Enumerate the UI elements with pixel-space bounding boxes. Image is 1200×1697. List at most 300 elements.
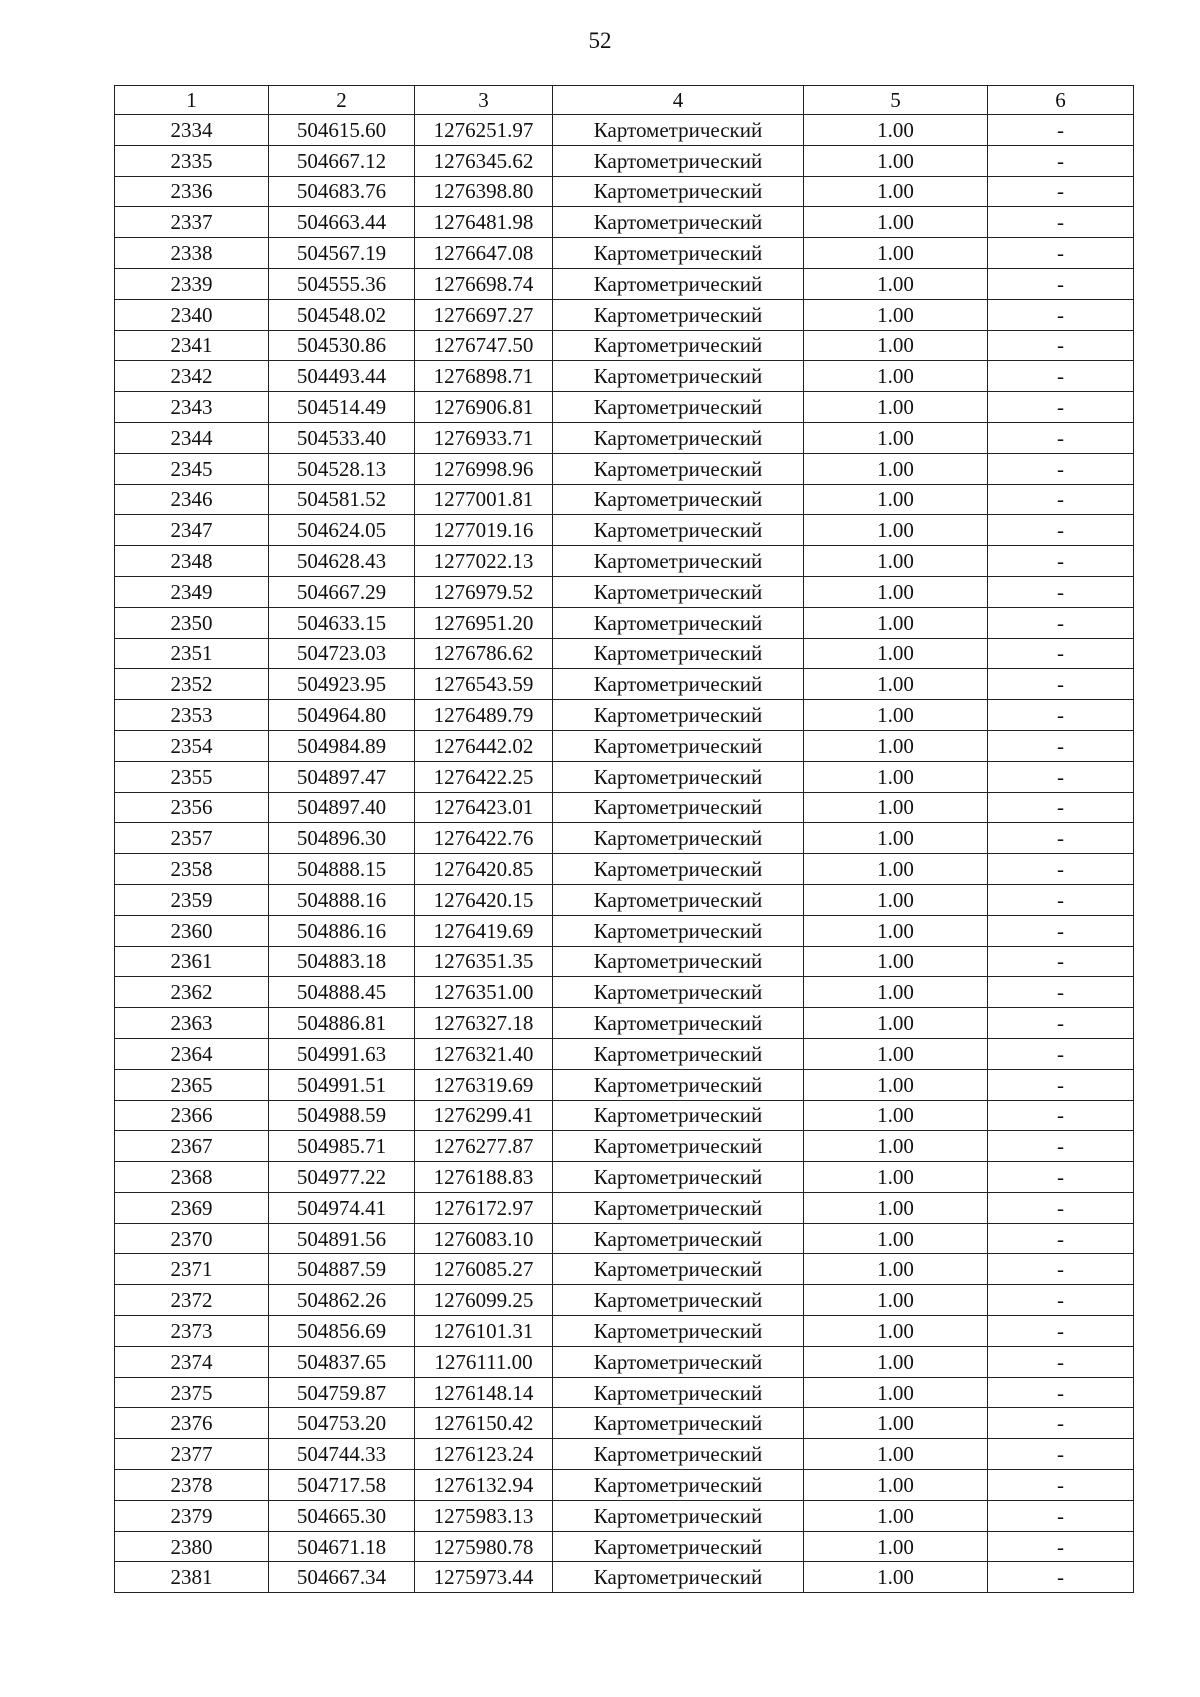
- table-row: [115, 700, 1134, 731]
- x-coordinate-cell: 504759.87: [269, 1377, 415, 1408]
- table-row: [115, 238, 1134, 269]
- method-cell: Картометрический: [553, 669, 804, 700]
- x-coordinate-cell: 504667.34: [269, 1562, 415, 1593]
- x-coordinate-cell: 504988.59: [269, 1100, 415, 1131]
- accuracy-cell: 1.00: [804, 299, 988, 330]
- method-cell: Картометрический: [553, 1346, 804, 1377]
- method-cell: Картометрический: [553, 1439, 804, 1470]
- y-coordinate-cell: 1276398.80: [415, 176, 553, 207]
- accuracy-cell: 1.00: [804, 1069, 988, 1100]
- accuracy-cell: 1.00: [804, 145, 988, 176]
- table-row: [115, 823, 1134, 854]
- point-number-cell: 2375: [115, 1377, 269, 1408]
- y-coordinate-cell: 1276420.85: [415, 854, 553, 885]
- method-cell: Картометрический: [553, 484, 804, 515]
- y-coordinate-cell: 1276299.41: [415, 1100, 553, 1131]
- point-number-cell: 2374: [115, 1346, 269, 1377]
- point-number-cell: 2381: [115, 1562, 269, 1593]
- point-number-cell: 2363: [115, 1008, 269, 1039]
- accuracy-cell: 1.00: [804, 1192, 988, 1223]
- x-coordinate-cell: 504856.69: [269, 1316, 415, 1347]
- note-cell: -: [988, 1408, 1134, 1439]
- note-cell: -: [988, 854, 1134, 885]
- table-row: [115, 1008, 1134, 1039]
- method-cell: Картометрический: [553, 730, 804, 761]
- accuracy-cell: 1.00: [804, 453, 988, 484]
- y-coordinate-cell: 1276101.31: [415, 1316, 553, 1347]
- note-cell: -: [988, 1162, 1134, 1193]
- note-cell: -: [988, 915, 1134, 946]
- point-number-cell: 2348: [115, 546, 269, 577]
- table-row: [115, 1439, 1134, 1470]
- x-coordinate-cell: 504897.47: [269, 761, 415, 792]
- x-coordinate-cell: 504883.18: [269, 946, 415, 977]
- coordinates-table: [114, 85, 1134, 1593]
- method-cell: Картометрический: [553, 1100, 804, 1131]
- y-coordinate-cell: 1276085.27: [415, 1254, 553, 1285]
- point-number-cell: 2345: [115, 453, 269, 484]
- accuracy-cell: 1.00: [804, 1131, 988, 1162]
- accuracy-cell: 1.00: [804, 1223, 988, 1254]
- method-cell: Картометрический: [553, 1131, 804, 1162]
- point-number-cell: 2359: [115, 884, 269, 915]
- point-number-cell: 2336: [115, 176, 269, 207]
- y-coordinate-cell: 1276188.83: [415, 1162, 553, 1193]
- x-coordinate-cell: 504493.44: [269, 361, 415, 392]
- y-coordinate-cell: 1276319.69: [415, 1069, 553, 1100]
- method-cell: Картометрический: [553, 299, 804, 330]
- accuracy-cell: 1.00: [804, 792, 988, 823]
- table-row: [115, 1408, 1134, 1439]
- note-cell: -: [988, 484, 1134, 515]
- x-coordinate-cell: 504888.15: [269, 854, 415, 885]
- x-coordinate-cell: 504665.30: [269, 1500, 415, 1531]
- accuracy-cell: 1.00: [804, 854, 988, 885]
- note-cell: -: [988, 1285, 1134, 1316]
- y-coordinate-cell: 1276697.27: [415, 299, 553, 330]
- y-coordinate-cell: 1276422.25: [415, 761, 553, 792]
- note-cell: -: [988, 207, 1134, 238]
- y-coordinate-cell: 1276111.00: [415, 1346, 553, 1377]
- method-cell: Картометрический: [553, 638, 804, 669]
- table-row: [115, 361, 1134, 392]
- method-cell: Картометрический: [553, 1254, 804, 1285]
- table-row: [115, 176, 1134, 207]
- accuracy-cell: 1.00: [804, 1377, 988, 1408]
- method-cell: Картометрический: [553, 546, 804, 577]
- x-coordinate-cell: 504667.12: [269, 145, 415, 176]
- point-number-cell: 2346: [115, 484, 269, 515]
- column-header: 5: [804, 86, 988, 115]
- note-cell: -: [988, 946, 1134, 977]
- x-coordinate-cell: 504717.58: [269, 1470, 415, 1501]
- x-coordinate-cell: 504581.52: [269, 484, 415, 515]
- table-row: [115, 915, 1134, 946]
- x-coordinate-cell: 504862.26: [269, 1285, 415, 1316]
- point-number-cell: 2365: [115, 1069, 269, 1100]
- accuracy-cell: 1.00: [804, 1162, 988, 1193]
- note-cell: -: [988, 453, 1134, 484]
- page-number: 52: [588, 28, 612, 53]
- x-coordinate-cell: 504891.56: [269, 1223, 415, 1254]
- point-number-cell: 2349: [115, 576, 269, 607]
- y-coordinate-cell: 1276998.96: [415, 453, 553, 484]
- note-cell: -: [988, 761, 1134, 792]
- note-cell: -: [988, 1223, 1134, 1254]
- point-number-cell: 2341: [115, 330, 269, 361]
- x-coordinate-cell: 504667.29: [269, 576, 415, 607]
- accuracy-cell: 1.00: [804, 1285, 988, 1316]
- accuracy-cell: 1.00: [804, 207, 988, 238]
- point-number-cell: 2335: [115, 145, 269, 176]
- table-row: [115, 268, 1134, 299]
- table-row: [115, 1285, 1134, 1316]
- method-cell: Картометрический: [553, 761, 804, 792]
- note-cell: -: [988, 700, 1134, 731]
- method-cell: Картометрический: [553, 1069, 804, 1100]
- x-coordinate-cell: 504548.02: [269, 299, 415, 330]
- x-coordinate-cell: 504977.22: [269, 1162, 415, 1193]
- note-cell: -: [988, 730, 1134, 761]
- method-cell: Картометрический: [553, 884, 804, 915]
- point-number-cell: 2343: [115, 392, 269, 423]
- method-cell: Картометрический: [553, 823, 804, 854]
- table-row: [115, 1162, 1134, 1193]
- x-coordinate-cell: 504886.16: [269, 915, 415, 946]
- note-cell: -: [988, 669, 1134, 700]
- point-number-cell: 2337: [115, 207, 269, 238]
- column-header: 4: [553, 86, 804, 115]
- y-coordinate-cell: 1276906.81: [415, 392, 553, 423]
- method-cell: Картометрический: [553, 422, 804, 453]
- y-coordinate-cell: 1276083.10: [415, 1223, 553, 1254]
- y-coordinate-cell: 1276327.18: [415, 1008, 553, 1039]
- point-number-cell: 2340: [115, 299, 269, 330]
- method-cell: Картометрический: [553, 1285, 804, 1316]
- method-cell: Картометрический: [553, 268, 804, 299]
- point-number-cell: 2379: [115, 1500, 269, 1531]
- method-cell: Картометрический: [553, 1038, 804, 1069]
- accuracy-cell: 1.00: [804, 515, 988, 546]
- note-cell: -: [988, 515, 1134, 546]
- y-coordinate-cell: 1275973.44: [415, 1562, 553, 1593]
- table-header-row: [115, 86, 1134, 115]
- accuracy-cell: 1.00: [804, 115, 988, 146]
- table-row: [115, 1346, 1134, 1377]
- point-number-cell: 2344: [115, 422, 269, 453]
- method-cell: Картометрический: [553, 392, 804, 423]
- y-coordinate-cell: 1276132.94: [415, 1470, 553, 1501]
- x-coordinate-cell: 504964.80: [269, 700, 415, 731]
- method-cell: Картометрический: [553, 453, 804, 484]
- method-cell: Картометрический: [553, 854, 804, 885]
- method-cell: Картометрический: [553, 176, 804, 207]
- y-coordinate-cell: 1277019.16: [415, 515, 553, 546]
- accuracy-cell: 1.00: [804, 761, 988, 792]
- y-coordinate-cell: 1276148.14: [415, 1377, 553, 1408]
- x-coordinate-cell: 504888.16: [269, 884, 415, 915]
- x-coordinate-cell: 504555.36: [269, 268, 415, 299]
- note-cell: -: [988, 1192, 1134, 1223]
- accuracy-cell: 1.00: [804, 1316, 988, 1347]
- table-row: [115, 422, 1134, 453]
- table-row: [115, 607, 1134, 638]
- y-coordinate-cell: 1276698.74: [415, 268, 553, 299]
- point-number-cell: 2366: [115, 1100, 269, 1131]
- column-header: 6: [988, 86, 1134, 115]
- method-cell: Картометрический: [553, 1470, 804, 1501]
- y-coordinate-cell: 1276442.02: [415, 730, 553, 761]
- point-number-cell: 2355: [115, 761, 269, 792]
- point-number-cell: 2371: [115, 1254, 269, 1285]
- x-coordinate-cell: 504984.89: [269, 730, 415, 761]
- x-coordinate-cell: 504723.03: [269, 638, 415, 669]
- x-coordinate-cell: 504744.33: [269, 1439, 415, 1470]
- y-coordinate-cell: 1276898.71: [415, 361, 553, 392]
- note-cell: -: [988, 1439, 1134, 1470]
- y-coordinate-cell: 1276933.71: [415, 422, 553, 453]
- method-cell: Картометрический: [553, 238, 804, 269]
- y-coordinate-cell: 1276123.24: [415, 1439, 553, 1470]
- point-number-cell: 2368: [115, 1162, 269, 1193]
- point-number-cell: 2358: [115, 854, 269, 885]
- point-number-cell: 2373: [115, 1316, 269, 1347]
- accuracy-cell: 1.00: [804, 607, 988, 638]
- y-coordinate-cell: 1276979.52: [415, 576, 553, 607]
- y-coordinate-cell: 1276747.50: [415, 330, 553, 361]
- table-row: [115, 1316, 1134, 1347]
- note-cell: -: [988, 1562, 1134, 1593]
- table-row: [115, 299, 1134, 330]
- note-cell: -: [988, 1038, 1134, 1069]
- table-row: [115, 1069, 1134, 1100]
- method-cell: Картометрический: [553, 145, 804, 176]
- note-cell: -: [988, 145, 1134, 176]
- accuracy-cell: 1.00: [804, 1008, 988, 1039]
- method-cell: Картометрический: [553, 115, 804, 146]
- x-coordinate-cell: 504896.30: [269, 823, 415, 854]
- x-coordinate-cell: 504887.59: [269, 1254, 415, 1285]
- point-number-cell: 2353: [115, 700, 269, 731]
- x-coordinate-cell: 504888.45: [269, 977, 415, 1008]
- x-coordinate-cell: 504991.51: [269, 1069, 415, 1100]
- note-cell: -: [988, 1500, 1134, 1531]
- method-cell: Картометрический: [553, 1408, 804, 1439]
- point-number-cell: 2362: [115, 977, 269, 1008]
- table-row: [115, 761, 1134, 792]
- y-coordinate-cell: 1276345.62: [415, 145, 553, 176]
- accuracy-cell: 1.00: [804, 730, 988, 761]
- accuracy-cell: 1.00: [804, 1562, 988, 1593]
- y-coordinate-cell: 1276419.69: [415, 915, 553, 946]
- method-cell: Картометрический: [553, 792, 804, 823]
- x-coordinate-cell: 504514.49: [269, 392, 415, 423]
- method-cell: Картометрический: [553, 1192, 804, 1223]
- point-number-cell: 2338: [115, 238, 269, 269]
- point-number-cell: 2364: [115, 1038, 269, 1069]
- y-coordinate-cell: 1276099.25: [415, 1285, 553, 1316]
- x-coordinate-cell: 504567.19: [269, 238, 415, 269]
- table-row: [115, 115, 1134, 146]
- method-cell: Картометрический: [553, 1316, 804, 1347]
- point-number-cell: 2354: [115, 730, 269, 761]
- point-number-cell: 2370: [115, 1223, 269, 1254]
- table-row: [115, 1531, 1134, 1562]
- table-row: [115, 854, 1134, 885]
- point-number-cell: 2350: [115, 607, 269, 638]
- y-coordinate-cell: 1276351.35: [415, 946, 553, 977]
- accuracy-cell: 1.00: [804, 546, 988, 577]
- x-coordinate-cell: 504633.15: [269, 607, 415, 638]
- accuracy-cell: 1.00: [804, 946, 988, 977]
- note-cell: -: [988, 1346, 1134, 1377]
- note-cell: -: [988, 1470, 1134, 1501]
- method-cell: Картометрический: [553, 946, 804, 977]
- accuracy-cell: 1.00: [804, 576, 988, 607]
- x-coordinate-cell: 504923.95: [269, 669, 415, 700]
- note-cell: -: [988, 576, 1134, 607]
- method-cell: Картометрический: [553, 515, 804, 546]
- note-cell: -: [988, 330, 1134, 361]
- method-cell: Картометрический: [553, 576, 804, 607]
- note-cell: -: [988, 422, 1134, 453]
- table-row: [115, 576, 1134, 607]
- y-coordinate-cell: 1276172.97: [415, 1192, 553, 1223]
- table-row: [115, 946, 1134, 977]
- y-coordinate-cell: 1276786.62: [415, 638, 553, 669]
- x-coordinate-cell: 504624.05: [269, 515, 415, 546]
- point-number-cell: 2369: [115, 1192, 269, 1223]
- table-row: [115, 546, 1134, 577]
- table-row: [115, 1038, 1134, 1069]
- table-row: [115, 453, 1134, 484]
- accuracy-cell: 1.00: [804, 700, 988, 731]
- note-cell: -: [988, 977, 1134, 1008]
- accuracy-cell: 1.00: [804, 915, 988, 946]
- table-row: [115, 977, 1134, 1008]
- x-coordinate-cell: 504615.60: [269, 115, 415, 146]
- note-cell: -: [988, 361, 1134, 392]
- y-coordinate-cell: 1276351.00: [415, 977, 553, 1008]
- point-number-cell: 2360: [115, 915, 269, 946]
- table-row: [115, 1223, 1134, 1254]
- table-row: [115, 1192, 1134, 1223]
- method-cell: Картометрический: [553, 207, 804, 238]
- table-row: [115, 1131, 1134, 1162]
- point-number-cell: 2339: [115, 268, 269, 299]
- accuracy-cell: 1.00: [804, 1100, 988, 1131]
- accuracy-cell: 1.00: [804, 1346, 988, 1377]
- accuracy-cell: 1.00: [804, 330, 988, 361]
- note-cell: -: [988, 115, 1134, 146]
- y-coordinate-cell: 1276481.98: [415, 207, 553, 238]
- method-cell: Картометрический: [553, 915, 804, 946]
- method-cell: Картометрический: [553, 1531, 804, 1562]
- method-cell: Картометрический: [553, 1162, 804, 1193]
- accuracy-cell: 1.00: [804, 1254, 988, 1285]
- table-row: [115, 515, 1134, 546]
- x-coordinate-cell: 504753.20: [269, 1408, 415, 1439]
- x-coordinate-cell: 504683.76: [269, 176, 415, 207]
- x-coordinate-cell: 504628.43: [269, 546, 415, 577]
- point-number-cell: 2342: [115, 361, 269, 392]
- table-row: [115, 1470, 1134, 1501]
- method-cell: Картометрический: [553, 1377, 804, 1408]
- x-coordinate-cell: 504985.71: [269, 1131, 415, 1162]
- point-number-cell: 2347: [115, 515, 269, 546]
- point-number-cell: 2352: [115, 669, 269, 700]
- table-row: [115, 792, 1134, 823]
- table-row: [115, 669, 1134, 700]
- accuracy-cell: 1.00: [804, 238, 988, 269]
- note-cell: -: [988, 1100, 1134, 1131]
- y-coordinate-cell: 1276647.08: [415, 238, 553, 269]
- method-cell: Картометрический: [553, 1008, 804, 1039]
- note-cell: -: [988, 884, 1134, 915]
- y-coordinate-cell: 1276251.97: [415, 115, 553, 146]
- note-cell: -: [988, 299, 1134, 330]
- table-row: [115, 1500, 1134, 1531]
- accuracy-cell: 1.00: [804, 392, 988, 423]
- table-row: [115, 884, 1134, 915]
- column-header: 3: [415, 86, 553, 115]
- note-cell: -: [988, 1531, 1134, 1562]
- accuracy-cell: 1.00: [804, 1038, 988, 1069]
- method-cell: Картометрический: [553, 977, 804, 1008]
- y-coordinate-cell: 1276543.59: [415, 669, 553, 700]
- note-cell: -: [988, 268, 1134, 299]
- point-number-cell: 2334: [115, 115, 269, 146]
- point-number-cell: 2351: [115, 638, 269, 669]
- accuracy-cell: 1.00: [804, 1408, 988, 1439]
- accuracy-cell: 1.00: [804, 422, 988, 453]
- accuracy-cell: 1.00: [804, 1470, 988, 1501]
- table-row: [115, 484, 1134, 515]
- point-number-cell: 2378: [115, 1470, 269, 1501]
- point-number-cell: 2361: [115, 946, 269, 977]
- table-row: [115, 1100, 1134, 1131]
- table-row: [115, 145, 1134, 176]
- y-coordinate-cell: 1276321.40: [415, 1038, 553, 1069]
- x-coordinate-cell: 504533.40: [269, 422, 415, 453]
- note-cell: -: [988, 1316, 1134, 1347]
- y-coordinate-cell: 1276277.87: [415, 1131, 553, 1162]
- table-body: [115, 115, 1134, 1593]
- table-row: [115, 730, 1134, 761]
- note-cell: -: [988, 638, 1134, 669]
- x-coordinate-cell: 504528.13: [269, 453, 415, 484]
- accuracy-cell: 1.00: [804, 176, 988, 207]
- method-cell: Картометрический: [553, 1562, 804, 1593]
- y-coordinate-cell: 1276489.79: [415, 700, 553, 731]
- column-header: 1: [115, 86, 269, 115]
- y-coordinate-cell: 1275983.13: [415, 1500, 553, 1531]
- point-number-cell: 2357: [115, 823, 269, 854]
- note-cell: -: [988, 1131, 1134, 1162]
- note-cell: -: [988, 392, 1134, 423]
- table-row: [115, 207, 1134, 238]
- method-cell: Картометрический: [553, 607, 804, 638]
- point-number-cell: 2356: [115, 792, 269, 823]
- method-cell: Картометрический: [553, 361, 804, 392]
- note-cell: -: [988, 238, 1134, 269]
- method-cell: Картометрический: [553, 1500, 804, 1531]
- accuracy-cell: 1.00: [804, 1500, 988, 1531]
- y-coordinate-cell: 1276422.76: [415, 823, 553, 854]
- note-cell: -: [988, 1069, 1134, 1100]
- point-number-cell: 2367: [115, 1131, 269, 1162]
- note-cell: -: [988, 1008, 1134, 1039]
